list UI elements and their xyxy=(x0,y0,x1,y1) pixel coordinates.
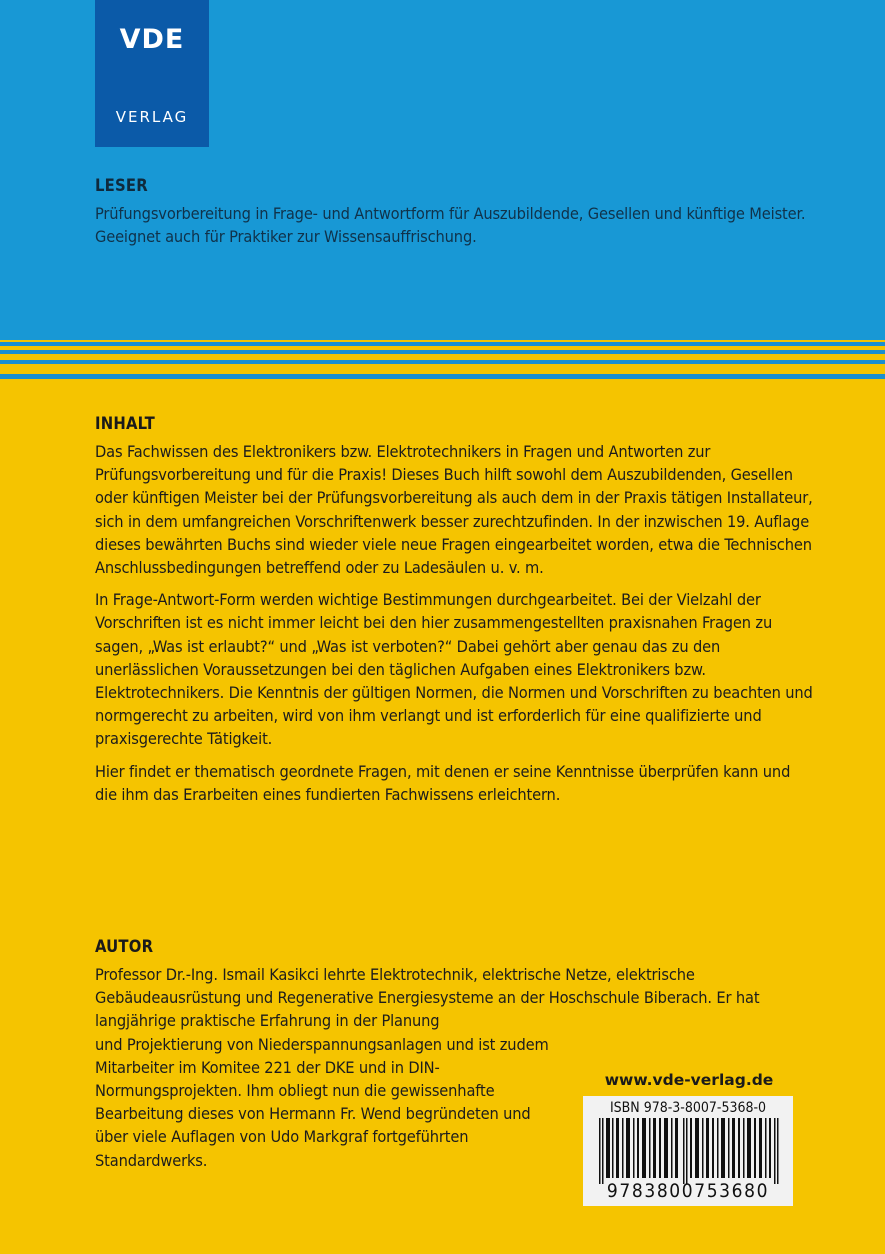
inhalt-paragraph-1: Das Fachwissen des Elektronikers bzw. Elektrotechnikers in Fragen und Antworten zur Prüfungsvorbereitung und für die Praxis! Dieses Buch hilft sowohl dem Auszubildenden, Gesellen oder künftigen Meister bei der Prüfungsvorbereitung als auch dem in der Praxis tätigen Installateur, sich in dem umfangreichen Vorschriftenwerk besser zurechtzufinden. In der inzwischen 19. Auflage dieses bewährten Buchs sind wieder viele neue Fragen eingearbeitet worden, etwa die Technischen Anschlussbedingungen betreffend oder zu Ladesäulen u. v. m. xyxy=(95,442,813,578)
inhalt-heading: INHALT xyxy=(95,414,155,433)
autor-heading: AUTOR xyxy=(95,937,154,956)
ean-digits: 9783800753680 xyxy=(606,1180,770,1202)
divider-stripe xyxy=(0,374,885,379)
divider-stripe xyxy=(0,364,885,374)
barcode-icon xyxy=(597,1118,781,1184)
isbn-barcode xyxy=(583,1096,793,1206)
vde-verlag-logo xyxy=(95,0,209,147)
autor-text-wide: Professor Dr.-Ing. Ismail Kasikci lehrte Elektrotechnik, elektrische Netze, elektrische Gebäudeausrüstung und Regenerative Energiesysteme an der Hoschschule Biberach. Er hat langjährige praktische Erfahrung in der Planung xyxy=(95,965,760,1031)
publisher-url[interactable]: www.vde-verlag.de xyxy=(604,1071,774,1089)
section-leser xyxy=(95,176,815,257)
logo-subtitle: VERLAG xyxy=(115,108,189,126)
autor-text-narrow: und Projektierung von Niederspannungsanlagen und ist zudem Mitarbeiter im Komitee 221 der DKE und in DIN-Normungsprojekten. Ihm obliegt nun die gewissenhafte Bearbeitung dieses von Hermann Fr. Wend begründeten und über viele Auflagen von Udo Markgraf fortgeführten Standardwerks. xyxy=(95,1034,549,1170)
inhalt-paragraph-3: Hier findet er thematisch geordnete Fragen, mit denen er seine Kenntnisse überprüfen kann und die ihm das Erarbeiten eines fundierten Fachwissens erleichtern. xyxy=(95,761,791,804)
logo-wordmark: VDE xyxy=(119,24,185,55)
isbn-label: ISBN 978-3-8007-5368-0 xyxy=(609,1100,767,1116)
section-inhalt xyxy=(95,414,815,815)
inhalt-paragraph-2: In Frage-Antwort-Form werden wichtige Bestimmungen durchgearbeitet. Bei der Vielzahl der Vorschriften ist es nicht immer leicht bei den hier zusammengestellten praxisnahen Fragen zu sagen, „Was ist erlaubt?“ und „Was ist verboten?“ Dabei gehört aber genau das zu den unerlässlichen Voraussetzungen bei den täglichen Aufgaben eines Elektronikers bzw. Elektrotechnikers. Die Kenntnis der gültigen Normen, die Normen und Vorschriften zu beachten und normgerecht zu arbeiten, wird von ihm verlangt und ist erforderlich für eine qualifizierte und praxisgerechte Tätigkeit. xyxy=(95,590,813,749)
leser-heading: LESER xyxy=(95,176,148,195)
leser-text: Prüfungsvorbereitung in Frage- und Antwortform für Auszubildende, Gesellen und künftige Meister. Geeignet auch für Praktiker zur Wissensauffrischung. xyxy=(95,204,806,247)
